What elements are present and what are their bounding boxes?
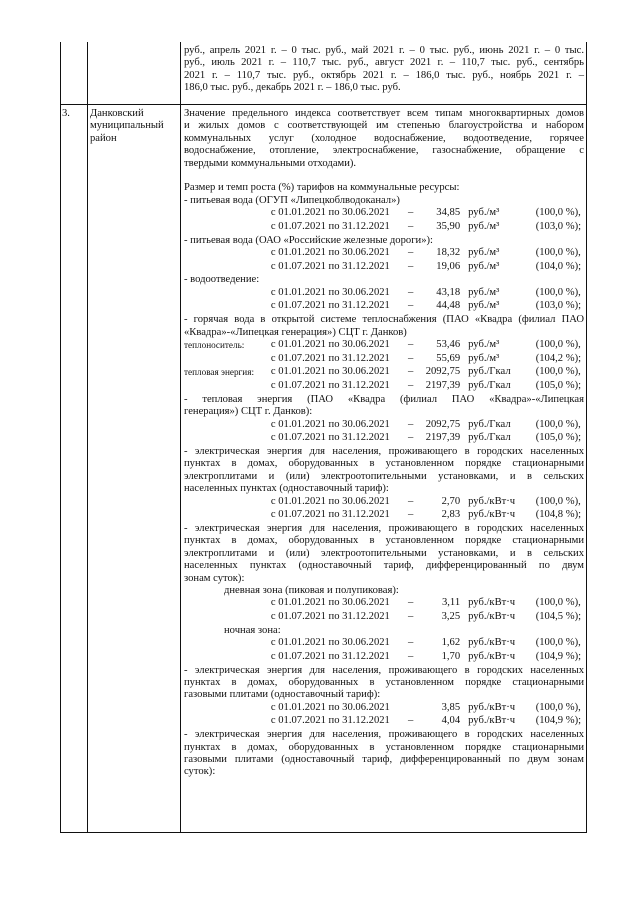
tariff-unit: руб./м³ xyxy=(468,207,500,219)
tariff-percent: (100,0 %), xyxy=(535,637,581,649)
tariff-row xyxy=(184,419,584,433)
tariff-row xyxy=(184,637,584,651)
tariff-period: с 01.01.2021 по 30.06.2021 xyxy=(270,701,390,713)
tariff-period: с 01.01.2021 по 30.06.2021 xyxy=(270,286,390,298)
tariff-percent: (105,0 %); xyxy=(535,380,582,392)
tariff-unit: руб./м³ xyxy=(468,220,500,232)
tariff-label: теплоноситель: xyxy=(184,339,245,350)
tariff-value: 2,70 xyxy=(441,495,461,507)
tariff-unit: руб./м³ xyxy=(468,338,500,350)
tariff-dash: – xyxy=(408,715,414,727)
tariff-dash: – xyxy=(408,247,414,259)
tariff-title-line: генерация») СЦТ г. Данков): xyxy=(184,406,313,418)
tariff-percent: (100,0 %), xyxy=(535,701,581,713)
table-border-right xyxy=(586,42,587,833)
tariff-title-line: населенных пунктах (одноставочный тариф, дифференцированный по двум xyxy=(184,560,584,572)
tariff-title-line: - водоотведение: xyxy=(184,274,260,286)
tariff-row xyxy=(184,715,584,729)
tariff-value: 2092,75 xyxy=(425,366,461,378)
prev-row-text xyxy=(184,45,584,95)
tariff-percent: (104,8 %); xyxy=(535,509,582,521)
tariff-title-line: - электрическая энергия для населения, проживающего в городских населенных xyxy=(184,664,584,676)
tariff-unit: руб./Гкал xyxy=(468,366,511,378)
tariff-unit: руб./кВт·ч xyxy=(468,650,516,662)
tariff-period: с 01.01.2021 по 30.06.2021 xyxy=(270,207,390,219)
tariff-value: 53,46 xyxy=(436,338,461,350)
tariff-unit: руб./м³ xyxy=(468,286,500,298)
tariff-period: с 01.01.2021 по 30.06.2021 xyxy=(270,637,390,649)
tariff-row xyxy=(184,300,584,314)
tariff-row xyxy=(184,221,584,235)
tariff-percent: (104,5 %); xyxy=(535,611,582,623)
tariff-dash: – xyxy=(408,260,414,272)
spacer xyxy=(184,170,584,182)
tariff-title-line: - питьевая вода (ОГУП «Липецкоблводоканал») xyxy=(184,194,400,206)
tariff-unit: руб./м³ xyxy=(468,260,500,272)
tariff-dash: – xyxy=(408,509,414,521)
tariff-title-line: - питьевая вода (ОАО «Российские железные дороги»): xyxy=(184,234,433,246)
tariff-dash: – xyxy=(408,432,414,444)
zone-name: ночная зона: xyxy=(224,624,281,636)
tariff-period: с 01.01.2021 по 30.06.2021 xyxy=(270,418,390,430)
tariff-row xyxy=(184,432,584,446)
tariff-title-line: суток): xyxy=(184,766,216,778)
intro-line: коммунальных услуг (холодное водоснабжение, водоотведение, горячее xyxy=(184,132,584,144)
tariff-title-line: «Квадра»-«Липецкая генерация») СЦТ г. Данков) xyxy=(184,326,407,338)
tariff-dash: – xyxy=(408,352,414,364)
tariff-percent: (100,0 %), xyxy=(535,495,581,507)
tariff-title-line: - электрическая энергия для населения, проживающего в городских населенных xyxy=(184,729,584,741)
table-border-district xyxy=(180,42,181,833)
tariff-row xyxy=(184,207,584,221)
tariff-percent: (100,0 %), xyxy=(535,597,581,609)
tariff-unit: руб./кВт·ч xyxy=(468,701,516,713)
tariff-row xyxy=(184,597,584,611)
tariff-heading: Размер и темп роста (%) тарифов на коммунальные ресурсы: xyxy=(184,182,460,194)
tariff-unit: руб./кВт·ч xyxy=(468,509,516,521)
tariff-period: с 01.07.2021 по 31.12.2021 xyxy=(270,220,390,232)
tariff-title-line: пунктах в домах, оборудованных в установленном порядке стационарными xyxy=(184,741,584,753)
tariff-value: 3,25 xyxy=(441,611,461,623)
intro-line: твердыми коммунальными отходами). xyxy=(184,157,357,169)
tariff-title-line: пунктах в домах, оборудованных в установленном порядке стационарными xyxy=(184,676,584,688)
tariff-value: 1,62 xyxy=(441,637,461,649)
row-number: 3. xyxy=(62,108,70,119)
tariff-period: с 01.07.2021 по 31.12.2021 xyxy=(270,432,390,444)
tariff-dash: – xyxy=(408,366,414,378)
tariff-dash: – xyxy=(408,220,414,232)
tariff-period: с 01.01.2021 по 30.06.2021 xyxy=(270,495,390,507)
tariff-unit: руб./Гкал xyxy=(468,380,511,392)
tariff-percent: (100,0 %), xyxy=(535,207,581,219)
tariff-title-line: - тепловая энергия (ПАО «Квадра (филиал ПАО «Квадра»-«Липецкая xyxy=(184,393,584,405)
tariff-value: 2197,39 xyxy=(425,432,461,444)
tariff-row xyxy=(184,496,584,510)
row-content xyxy=(184,108,584,779)
tariff-title-line: газовыми плитами (одноставочный тариф): xyxy=(184,689,381,701)
district-name xyxy=(90,108,178,145)
tariff-unit: руб./м³ xyxy=(468,247,500,259)
intro-line: водоснабжение, отопление, электроснабжение, газоснабжение, обращение с xyxy=(184,145,584,157)
tariff-dash: – xyxy=(408,637,414,649)
tariff-title-line: электроплитами и (или) электроотопительными установками, и в сельских xyxy=(184,470,584,482)
tariff-period: с 01.07.2021 по 31.12.2021 xyxy=(270,715,390,727)
district-line: Данковский xyxy=(90,108,144,119)
tariff-unit: руб./кВт·ч xyxy=(468,597,516,609)
tariff-unit: руб./м³ xyxy=(468,352,500,364)
tariff-title-line: пунктах в домах, оборудованных в установленном порядке стационарными xyxy=(184,535,584,547)
tariff-unit: руб./кВт·ч xyxy=(468,611,516,623)
tariff-dash: – xyxy=(408,418,414,430)
tariff-unit: руб./Гкал xyxy=(468,418,511,430)
tariff-value: 3,11 xyxy=(441,597,461,609)
tariff-percent: (103,0 %); xyxy=(535,220,582,232)
tariff-period: с 01.07.2021 по 31.12.2021 xyxy=(270,509,390,521)
tariff-unit: руб./Гкал xyxy=(468,432,511,444)
table-border-bottom xyxy=(60,832,587,833)
tariff-value: 18,32 xyxy=(436,247,461,259)
tariff-dash: – xyxy=(408,338,414,350)
tariff-period: с 01.01.2021 по 30.06.2021 xyxy=(270,247,390,259)
tariff-value: 44,48 xyxy=(436,300,461,312)
tariff-value: 4,04 xyxy=(441,715,461,727)
tariff-value: 1,70 xyxy=(441,650,461,662)
tariff-percent: (100,0 %), xyxy=(535,247,581,259)
tariff-percent: (104,9 %); xyxy=(535,715,582,727)
tariff-dash: – xyxy=(408,611,414,623)
tariff-title-line: - электрическая энергия для населения, проживающего в городских населенных xyxy=(184,522,584,534)
tariff-dash: – xyxy=(408,495,414,507)
tariff-title-line: - горячая вода в открытой системе теплоснабжения (ПАО «Квадра (филиал ПАО xyxy=(184,314,584,326)
tariff-row xyxy=(184,651,584,665)
tariff-value: 19,06 xyxy=(436,260,461,272)
tariff-period: с 01.07.2021 по 31.12.2021 xyxy=(270,380,390,392)
tariff-row xyxy=(184,611,584,625)
tariff-unit: руб./кВт·ч xyxy=(468,495,516,507)
zone-name: дневная зона (пиковая и полупиковая): xyxy=(224,584,399,596)
paragraph-line: руб., июль 2021 г. – 110,7 тыс. руб., август 2021 г. – 110,7 тыс. руб., сентябрь xyxy=(184,57,584,69)
tariff-percent: (100,0 %), xyxy=(535,418,581,430)
tariff-dash: – xyxy=(408,300,414,312)
tariff-period: с 01.07.2021 по 31.12.2021 xyxy=(270,300,390,312)
tariff-value: 3,85 xyxy=(441,701,461,713)
table-row-separator xyxy=(60,104,587,105)
tariff-dash: – xyxy=(408,207,414,219)
tariff-percent: (100,0 %), xyxy=(535,338,581,350)
tariff-period: с 01.07.2021 по 31.12.2021 xyxy=(270,352,390,364)
tariff-percent: (104,2 %); xyxy=(535,352,582,364)
tariff-row xyxy=(184,261,584,275)
tariff-period: с 01.01.2021 по 30.06.2021 xyxy=(270,338,390,350)
tariff-title-line: газовыми плитами (одноставочный тариф, дифференцированный по двум зонам xyxy=(184,753,584,765)
table-border-num xyxy=(87,42,88,833)
tariff-period: с 01.01.2021 по 30.06.2021 xyxy=(270,597,390,609)
tariff-dash: – xyxy=(408,650,414,662)
district-line: район xyxy=(90,132,117,144)
tariff-percent: (100,0 %), xyxy=(535,366,581,378)
tariff-row xyxy=(184,353,584,367)
paragraph-line: 2021 г. – 110,7 тыс. руб., октябрь 2021 г. – 186,0 тыс. руб., ноябрь 2021 г. – xyxy=(184,69,584,81)
paragraph-line: 186,0 тыс. руб., декабрь 2021 г. – 186,0 тыс. руб. xyxy=(184,82,401,94)
tariff-row xyxy=(184,509,584,523)
tariff-value: 2197,39 xyxy=(425,380,461,392)
tariff-title-line: зонам суток): xyxy=(184,572,245,584)
tariff-percent: (104,9 %); xyxy=(535,650,582,662)
tariff-dash: – xyxy=(408,597,414,609)
tariff-title-line: - электрическая энергия для населения, проживающего в городских населенных xyxy=(184,445,584,457)
tariff-value: 34,85 xyxy=(436,207,461,219)
tariff-period: с 01.01.2021 по 30.06.2021 xyxy=(270,366,390,378)
tariff-value: 2,83 xyxy=(441,509,461,521)
tariff-row xyxy=(184,702,584,716)
tariff-percent: (103,0 %); xyxy=(535,300,582,312)
paragraph-line: руб., апрель 2021 г. – 0 тыс. руб., май 2021 г. – 0 тыс. руб., июнь 2021 г. – 0 тыс. xyxy=(184,45,584,56)
tariff-row xyxy=(184,247,584,261)
tariff-percent: (100,0 %), xyxy=(535,286,581,298)
tariff-percent: (104,0 %); xyxy=(535,260,582,272)
tariff-period: с 01.07.2021 по 31.12.2021 xyxy=(270,611,390,623)
intro-line: и жилых домов с соответствующей им степенью благоустройства и набором xyxy=(184,120,584,132)
tariff-value: 43,18 xyxy=(436,286,461,298)
tariff-dash: – xyxy=(408,380,414,392)
tariff-label: тепловая энергия: xyxy=(184,367,255,378)
tariff-unit: руб./кВт·ч xyxy=(468,637,516,649)
district-line: муниципальный xyxy=(90,120,164,132)
tariff-period: с 01.07.2021 по 31.12.2021 xyxy=(270,260,390,272)
tariff-row xyxy=(184,366,584,380)
tariff-title-line: пунктах в домах, оборудованных в установленном порядке стационарными xyxy=(184,458,584,470)
tariff-title-line: населенных пунктах (одноставочный тариф): xyxy=(184,483,389,495)
tariff-dash: – xyxy=(408,286,414,298)
tariff-value: 2092,75 xyxy=(425,418,461,430)
tariff-unit: руб./кВт·ч xyxy=(468,715,516,727)
tariff-percent: (105,0 %); xyxy=(535,432,582,444)
tariff-period: с 01.07.2021 по 31.12.2021 xyxy=(270,650,390,662)
tariff-value: 55,69 xyxy=(436,352,461,364)
tariff-row xyxy=(184,380,584,394)
tariff-row xyxy=(184,339,584,353)
intro-line: Значение предельного индекса соответствует всем типам многоквартирных домов xyxy=(184,108,584,119)
tariff-row xyxy=(184,287,584,301)
tariff-title-line: электроплитами и (или) электроотопительными установками, и в сельских xyxy=(184,547,584,559)
tariff-value: 35,90 xyxy=(436,220,461,232)
table-border-left xyxy=(60,42,61,833)
tariff-unit: руб./м³ xyxy=(468,300,500,312)
